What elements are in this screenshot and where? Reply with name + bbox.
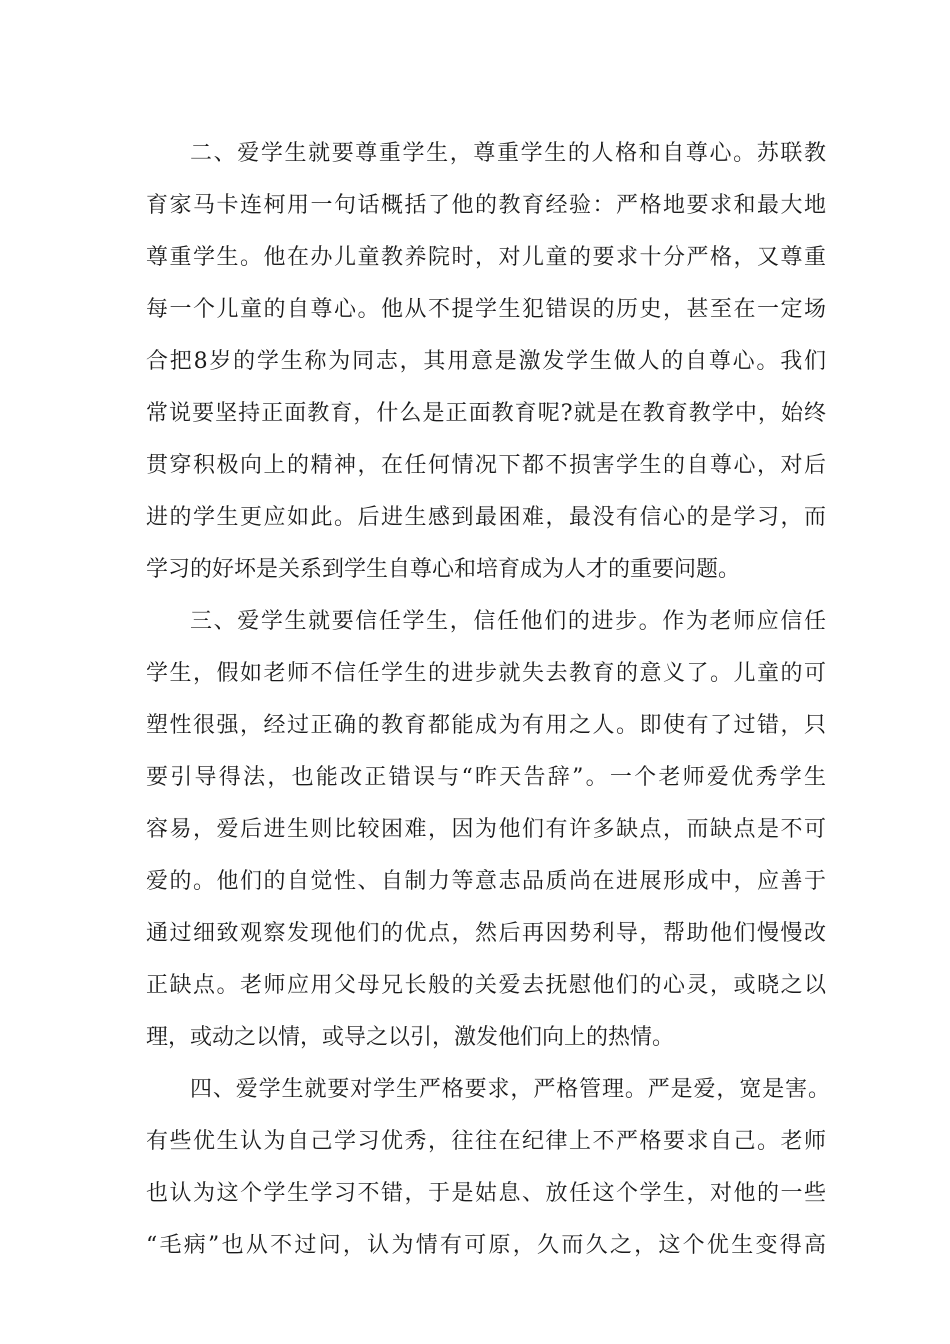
- text-line: 也认为这个学生学习不错，于是姑息、放任这个学生，对他的一些: [146, 1181, 826, 1206]
- text-line: 每一个儿童的自尊心。他从不提学生犯错误的历史，甚至在一定场: [146, 297, 826, 322]
- text-line: 理，或动之以情，或导之以引，激发他们向上的热情。: [146, 1025, 675, 1050]
- text-line: 尊重学生。他在办儿童教养院时，对儿童的要求十分严格，又尊重: [146, 245, 826, 270]
- text-line: 容易，爱后进生则比较困难，因为他们有许多缺点，而缺点是不可: [146, 817, 826, 842]
- text-line: 正缺点。老师应用父母兄长般的关爱去抚慰他们的心灵，或晓之以: [146, 973, 826, 998]
- text-line: 贯穿积极向上的精神，在任何情况下都不损害学生的自尊心，对后: [146, 453, 826, 478]
- text-line: 三、爱学生就要信任学生，信任他们的进步。作为老师应信任: [190, 609, 826, 634]
- text-line: 通过细致观察发现他们的优点，然后再因势利导，帮助他们慢慢改: [146, 921, 826, 946]
- text-line: “毛病”也从不过问，认为情有可原，久而久之，这个优生变得高: [146, 1233, 826, 1258]
- text-line: 塑性很强，经过正确的教育都能成为有用之人。即使有了过错，只: [146, 713, 826, 738]
- text-line: 二、爱学生就要尊重学生，尊重学生的人格和自尊心。苏联教: [190, 141, 826, 166]
- text-line: 学习的好坏是关系到学生自尊心和培育成为人才的重要问题。: [146, 557, 741, 582]
- text-line: 合把8岁的学生称为同志，其用意是激发学生做人的自尊心。我们: [146, 349, 826, 374]
- text-line: 爱的。他们的自觉性、自制力等意志品质尚在进展形成中，应善于: [146, 869, 826, 894]
- text-line: 四、爱学生就要对学生严格要求，严格管理。严是爱，宽是害。: [190, 1077, 830, 1102]
- text-line: 有些优生认为自己学习优秀，往往在纪律上不严格要求自己。老师: [146, 1129, 826, 1154]
- text-line: 进的学生更应如此。后进生感到最困难，最没有信心的是学习，而: [146, 505, 826, 530]
- text-line: 要引导得法，也能改正错误与“昨天告辞”。一个老师爱优秀学生: [146, 765, 826, 790]
- text-line: 育家马卡连柯用一句话概括了他的教育经验：严格地要求和最大地: [146, 193, 826, 218]
- text-line: 学生，假如老师不信任学生的进步就失去教育的意义了。儿童的可: [146, 661, 826, 686]
- text-line: 常说要坚持正面教育，什么是正面教育呢?就是在教育教学中，始终: [146, 401, 826, 426]
